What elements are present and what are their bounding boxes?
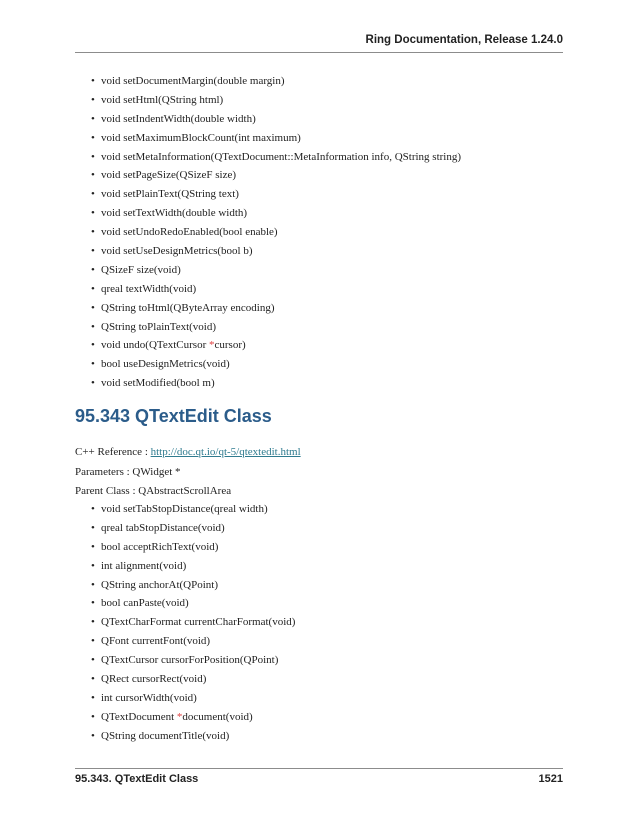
list-item <box>91 244 461 263</box>
cpp-reference-line <box>75 446 301 458</box>
bullet-icon: • <box>91 729 95 742</box>
method-signature: QTextDocument <box>101 710 177 723</box>
bullet-icon: • <box>91 75 95 87</box>
method-signature: QTextCursor cursorForPosition(QPoint) <box>101 654 279 667</box>
method-signature: QString toPlainText(void) <box>101 320 217 333</box>
method-signature: void setTextWidth(double width) <box>101 207 248 220</box>
method-signature: bool canPaste(void) <box>101 597 189 610</box>
method-signature: QString anchorAt(QPoint) <box>101 578 219 591</box>
list-item <box>91 74 461 93</box>
page-header <box>75 34 563 50</box>
list-item <box>91 301 461 320</box>
list-item <box>91 131 461 150</box>
cpp-reference-label: C++ Reference : <box>75 446 151 458</box>
list-item <box>91 282 461 301</box>
section-title: 95.343 QTextEdit Class <box>75 406 272 426</box>
bullet-icon: • <box>91 597 95 610</box>
list-item <box>91 559 295 578</box>
bullet-icon: • <box>91 673 95 686</box>
method-signature: void setPageSize(QSizeF size) <box>101 169 237 182</box>
method-signature: void setTabStopDistance(qreal width) <box>101 503 268 515</box>
method-signature: QString documentTitle(void) <box>101 729 230 742</box>
list-item <box>91 168 461 187</box>
bullet-icon: • <box>91 635 95 648</box>
list-item <box>91 338 461 357</box>
list-item <box>91 596 295 615</box>
list-item <box>91 320 461 339</box>
list-item <box>91 691 295 710</box>
list-item <box>91 376 461 395</box>
method-signature: void setModified(bool m) <box>101 377 215 390</box>
method-signature: void setUndoRedoEnabled(bool enable) <box>101 226 278 239</box>
method-list-qtextedit <box>91 502 295 748</box>
footer-rule <box>75 768 563 769</box>
header-title: Ring Documentation, Release 1.24.0 <box>365 34 563 46</box>
list-item <box>91 502 295 521</box>
bullet-icon: • <box>91 207 95 220</box>
bullet-icon: • <box>91 188 95 201</box>
method-signature: QString toHtml(QByteArray encoding) <box>101 301 275 314</box>
list-item <box>91 112 461 131</box>
list-item <box>91 710 295 729</box>
bullet-icon: • <box>91 503 95 515</box>
list-item <box>91 263 461 282</box>
cpp-reference-link[interactable]: http://doc.qt.io/qt-5/qtextedit.html <box>150 446 301 458</box>
method-signature: void undo(QTextCursor <box>101 339 209 352</box>
bullet-icon: • <box>91 282 95 295</box>
bullet-icon: • <box>91 654 95 667</box>
list-item <box>91 672 295 691</box>
page-number: 1521 <box>538 773 563 785</box>
method-signature-rest: cursor) <box>214 339 246 352</box>
bullet-icon: • <box>91 112 95 125</box>
bullet-icon: • <box>91 263 95 276</box>
bullet-icon: • <box>91 377 95 390</box>
list-item <box>91 521 295 540</box>
method-signature: int cursorWidth(void) <box>101 691 197 704</box>
method-signature: QTextCharFormat currentCharFormat(void) <box>101 616 296 629</box>
bullet-icon: • <box>91 93 95 106</box>
method-signature: bool acceptRichText(void) <box>101 540 219 553</box>
method-signature: qreal textWidth(void) <box>101 282 197 295</box>
pointer-star: * <box>176 710 183 723</box>
bullet-icon: • <box>91 131 95 144</box>
method-signature: qreal tabStopDistance(void) <box>101 521 225 534</box>
bullet-icon: • <box>91 358 95 371</box>
list-item <box>91 150 461 169</box>
bullet-icon: • <box>91 578 95 591</box>
bullet-icon: • <box>91 521 95 534</box>
list-item <box>91 93 461 112</box>
header-rule <box>75 52 563 53</box>
list-item <box>91 578 295 597</box>
bullet-icon: • <box>91 540 95 553</box>
method-signature: void setUseDesignMetrics(bool b) <box>101 245 253 258</box>
parent-class-line: Parent Class : QAbstractScrollArea <box>75 485 232 497</box>
bullet-icon: • <box>91 226 95 239</box>
bullet-icon: • <box>91 616 95 629</box>
method-signature: void setPlainText(QString text) <box>101 188 239 201</box>
footer-section: 95.343. QTextEdit Class <box>75 773 199 785</box>
list-item <box>91 634 295 653</box>
parameters-line: Parameters : QWidget * <box>75 466 181 478</box>
bullet-icon: • <box>91 691 95 704</box>
list-item <box>91 729 295 748</box>
list-item <box>91 653 295 672</box>
method-signature: QSizeF size(void) <box>101 263 181 276</box>
bullet-icon: • <box>91 320 95 333</box>
method-signature: QRect cursorRect(void) <box>101 673 207 686</box>
method-signature: int alignment(void) <box>101 559 187 572</box>
method-signature: void setMetaInformation(QTextDocument::MetaInformation info, QString string) <box>101 150 462 163</box>
list-item <box>91 187 461 206</box>
method-signature: void setDocumentMargin(double margin) <box>101 75 285 87</box>
list-item <box>91 615 295 634</box>
bullet-icon: • <box>91 150 95 163</box>
method-signature: void setIndentWidth(double width) <box>101 112 256 125</box>
list-item <box>91 206 461 225</box>
pointer-star: * <box>209 339 215 352</box>
list-item <box>91 357 461 376</box>
bullet-icon: • <box>91 710 95 723</box>
method-list-qtextdocument <box>91 74 461 395</box>
method-signature: void setMaximumBlockCount(int maximum) <box>101 131 301 144</box>
bullet-icon: • <box>91 339 95 352</box>
bullet-icon: • <box>91 169 95 182</box>
method-signature-rest: document(void) <box>182 710 253 723</box>
method-signature: bool useDesignMetrics(void) <box>101 358 230 371</box>
list-item <box>91 225 461 244</box>
list-item <box>91 540 295 559</box>
bullet-icon: • <box>91 559 95 572</box>
bullet-icon: • <box>91 245 95 258</box>
method-signature: QFont currentFont(void) <box>101 635 211 648</box>
bullet-icon: • <box>91 301 95 314</box>
method-signature: void setHtml(QString html) <box>101 93 224 106</box>
